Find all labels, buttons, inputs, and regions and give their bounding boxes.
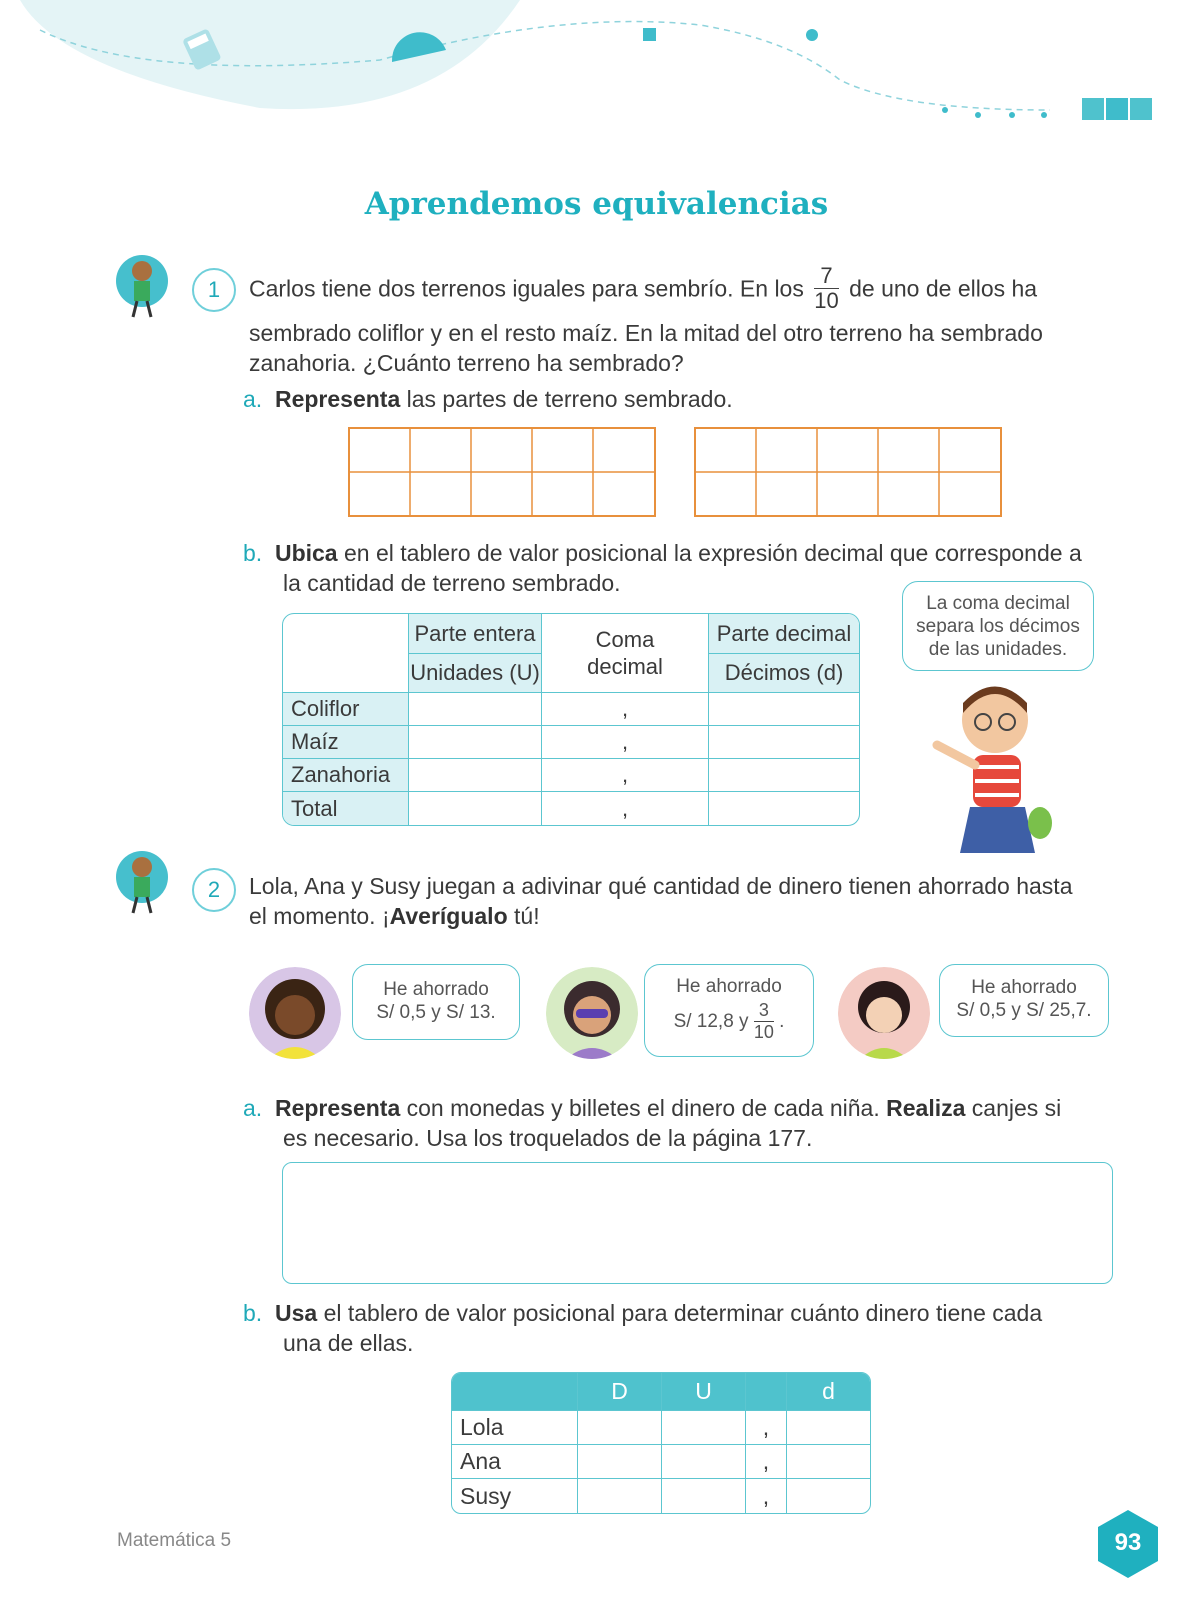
cell-susy-u[interactable] (662, 1479, 746, 1513)
row-label-coliflor: Coliflor (283, 693, 409, 726)
page-number: 93 (1114, 1529, 1142, 1556)
cell-susy-tenths[interactable] (787, 1479, 870, 1513)
row-label-ana: Ana (452, 1445, 578, 1479)
cell-maiz-units[interactable] (409, 726, 542, 759)
problem-1-line3: zanahoria. ¿Cuánto terreno ha sembrado? (249, 350, 684, 376)
cell-ana-u[interactable] (662, 1445, 746, 1479)
row-label-total: Total (283, 792, 409, 825)
header-parte-entera: Parte entera (409, 614, 542, 654)
problem-1-line1-start: Carlos tiene dos terrenos iguales para sembrío. En los (249, 275, 804, 302)
cell-susy-comma: , (746, 1479, 787, 1513)
footer-label: Matemática 5 (117, 1530, 232, 1551)
terrain-grid-1[interactable] (348, 427, 658, 519)
cell-coliflor-tenths[interactable] (709, 693, 859, 726)
cell-total-tenths[interactable] (709, 792, 859, 825)
problem-1-line1-end: de uno de ellos ha (849, 275, 1038, 302)
cell-lola-comma: , (746, 1411, 787, 1445)
cell-ana-d[interactable] (578, 1445, 662, 1479)
header-decimos: Décimos (d) (709, 654, 859, 693)
place-value-table-1 (282, 613, 860, 826)
cell-maiz-comma: , (542, 726, 709, 759)
cell-lola-tenths[interactable] (787, 1411, 870, 1445)
cell-maiz-tenths[interactable] (709, 726, 859, 759)
empty-header-cell (283, 614, 409, 693)
cubes-icon (1082, 98, 1152, 120)
cell-susy-d[interactable] (578, 1479, 662, 1513)
problem-1-part-b: b. Ubica en el tablero de valor posicional la expresión decimal que corresponde a la cantidad de terreno sembrado. (243, 540, 1082, 596)
problem-2-number: 2 (192, 868, 236, 912)
cell-coliflor-units[interactable] (409, 693, 542, 726)
row-label-lola: Lola (452, 1411, 578, 1445)
header-empty (452, 1373, 578, 1411)
terrain-grid-2[interactable] (694, 427, 1004, 519)
cell-zanahoria-comma: , (542, 759, 709, 792)
problem-2-text: Lola, Ana y Susy juegan a adivinar qué cantidad de dinero tienen ahorrado hasta el momento. ¡Averígualo tú! (249, 873, 1073, 929)
header-parte-decimal: Parte decimal (709, 614, 859, 654)
cell-zanahoria-tenths[interactable] (709, 759, 859, 792)
header-comma-col (746, 1373, 787, 1411)
header-decimos: d (787, 1373, 870, 1411)
problem-1-part-a: a. Representa las partes de terreno sembrado. (243, 386, 733, 412)
problem-1-number: 1 (192, 268, 236, 312)
speech-bubble-susy: He ahorrado S/ 0,5 y S/ 25,7. (939, 964, 1109, 1037)
speech-bubble-ana: He ahorrado S/ 12,8 y $\frac{3}{10}$ . (644, 964, 814, 1057)
problem-1-line2: sembrado coliflor y en el resto maíz. En la mitad del otro terreno ha sembrado (249, 320, 1043, 346)
row-label-susy: Susy (452, 1479, 578, 1513)
header-coma-decimal: Coma decimal (542, 614, 709, 693)
place-value-table-2 (451, 1372, 871, 1514)
fraction-seven-tenths: $\frac{7}{10}$ (814, 263, 839, 313)
header-decenas: D (578, 1373, 662, 1411)
header-unidades: U (662, 1373, 746, 1411)
girl-susy-avatar (838, 967, 930, 1059)
row-label-zanahoria: Zanahoria (283, 759, 409, 792)
cell-ana-comma: , (746, 1445, 787, 1479)
problem-2-part-a: a. Representa con monedas y billetes el dinero de cada niña. Realiza canjes si es necesario. Usa los troquelados de la página 177. (243, 1095, 1062, 1151)
header-unidades: Unidades (U) (409, 654, 542, 693)
row-label-maiz: Maíz (283, 726, 409, 759)
boy-reading-icon (115, 253, 180, 323)
cell-ana-tenths[interactable] (787, 1445, 870, 1479)
cell-zanahoria-units[interactable] (409, 759, 542, 792)
boy-reading-icon-2 (115, 849, 180, 919)
fraction-three-tenths: $\frac{3}{10}$ (753, 1000, 774, 1042)
girl-ana-avatar (546, 967, 638, 1059)
speech-bubble-decimal-comma: La coma decimal separa los décimos de las unidades. (902, 581, 1094, 671)
cube-icon (643, 28, 656, 41)
girl-lola-avatar (249, 967, 341, 1059)
boy-pointing-illustration (925, 675, 1065, 865)
cell-total-units[interactable] (409, 792, 542, 825)
problem-2-part-b: b. Usa el tablero de valor posicional para determinar cuánto dinero tiene cada una de ellas. (243, 1300, 1043, 1356)
speech-bubble-lola: He ahorrado S/ 0,5 y S/ 13. (352, 964, 520, 1040)
header-decoration (0, 0, 1193, 135)
problem-1-text (249, 264, 1099, 378)
cell-lola-u[interactable] (662, 1411, 746, 1445)
page-title: Aprendemos equivalencias (364, 186, 829, 222)
cell-total-comma: , (542, 792, 709, 825)
cell-lola-d[interactable] (578, 1411, 662, 1445)
answer-box[interactable] (282, 1162, 1113, 1284)
target-icon (806, 29, 818, 41)
cell-coliflor-comma: , (542, 693, 709, 726)
